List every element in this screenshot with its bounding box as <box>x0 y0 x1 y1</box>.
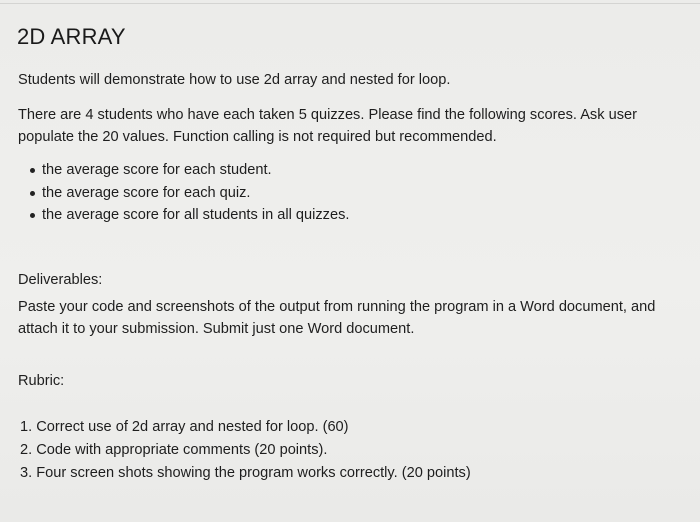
list-item-text: the average score for all students in all quizzes. <box>42 207 350 223</box>
page-title: 2D ARRAY <box>17 24 126 49</box>
rubric-heading: Rubric: <box>18 373 65 389</box>
rubric-item: 2. Code with appropriate comments (20 points). <box>20 442 328 458</box>
rubric-list <box>20 416 471 485</box>
rubric-item: 1. Correct use of 2d array and nested for loop. (60) <box>20 419 349 435</box>
bullet-icon <box>30 213 35 218</box>
bullet-icon <box>30 168 35 173</box>
task-description: There are 4 students who have each taken 5 quizzes. Please find the following scores. Ask user populate the 20 values. Function calling is not required but recommended. <box>18 107 637 145</box>
intro-text: Students will demonstrate how to use 2d array and nested for loop. <box>18 72 451 88</box>
requirements-list <box>30 159 349 227</box>
list-item-text: the average score for each quiz. <box>42 184 251 201</box>
rubric-item: 3. Four screen shots showing the program works correctly. (20 points) <box>20 465 471 481</box>
list-item <box>30 182 349 205</box>
deliverables-text: Paste your code and screenshots of the output from running the program in a Word document, and attach it to your submission. Submit just one Word document. <box>18 299 656 337</box>
deliverables-heading: Deliverables: <box>18 272 103 288</box>
list-item <box>30 159 349 182</box>
list-item <box>30 204 349 227</box>
bullet-icon <box>30 191 35 196</box>
list-item-text: the average score for each student. <box>42 162 272 178</box>
